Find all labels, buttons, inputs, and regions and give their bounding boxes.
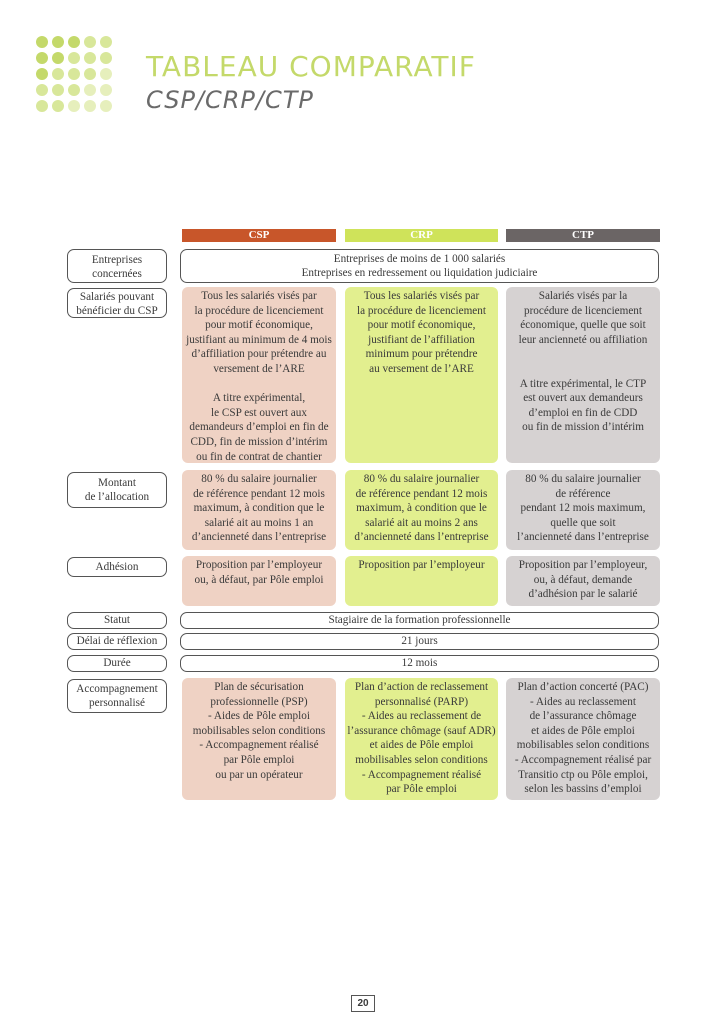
cell-salaries-crp: Tous les salariés visés par la procédure de licenciement pour motif économique, justifiant de l’affiliation minimum pour prétendre au versement de l’ARE <box>345 287 498 463</box>
cell-adhesion-crp: Proposition par l’employeur <box>345 556 498 606</box>
column-header-csp: CSP <box>182 229 336 242</box>
decorative-dot <box>52 36 64 48</box>
decorative-dot <box>36 100 48 112</box>
decorative-dot <box>52 68 64 80</box>
cell-accompagnement-csp: Plan de sécurisation professionnelle (PSP) - Aides de Pôle emploi mobilisables selon conditions - Accompagnement réalisé par Pôle emploi ou par un opérateur <box>182 678 336 800</box>
row-label-salaries: Salariés pouvant bénéficier du CSP <box>67 288 167 318</box>
decorative-dot <box>84 52 96 64</box>
decorative-dot <box>36 36 48 48</box>
row-label-duree: Durée <box>67 655 167 672</box>
decorative-dot <box>52 52 64 64</box>
cell-salaries-csp: Tous les salariés visés par la procédure de licenciement pour motif économique, justifiant au minimum de 4 mois d’affiliation pour prétendre au versement de l’ARE A titre expérimental, le CSP est ouvert aux demandeurs d’emploi en fin de CDD, fin de mission d’intérim ou fin de contrat de chantier <box>182 287 336 463</box>
decorative-dot <box>100 52 112 64</box>
decorative-dot <box>68 36 80 48</box>
row-label-delai: Délai de réflexion <box>67 633 167 650</box>
cell-salaries-ctp: Salariés visés par la procédure de licenciement économique, quelle que soit leur ancienneté ou affiliation A titre expérimental, le CTP est ouvert aux demandeurs d’emploi en fin de CDD ou fin de mission d’intérim <box>506 287 660 463</box>
decorative-dot <box>84 84 96 96</box>
row-value-statut: Stagiaire de la formation professionnelle <box>180 612 659 629</box>
page-subtitle: CSP/CRP/CTP <box>146 86 314 114</box>
cell-adhesion-ctp: Proposition par l’employeur, ou, à défaut, demande d’adhésion par le salarié <box>506 556 660 606</box>
decorative-dot <box>68 52 80 64</box>
decorative-dot <box>52 100 64 112</box>
cell-accompagnement-ctp: Plan d’action concerté (PAC) - Aides au reclassement de l’assurance chômage et aides de Pôle emploi mobilisables selon conditions - Accompagnement réalisé par Transitio ctp ou Pôle emploi, selon les bassins d’emploi <box>506 678 660 800</box>
decorative-dot <box>68 84 80 96</box>
cell-montant-ctp: 80 % du salaire journalier de référence pendant 12 mois maximum, quelle que soit l’ancienneté dans l’entreprise <box>506 470 660 550</box>
decorative-dot <box>68 68 80 80</box>
decorative-dot <box>84 36 96 48</box>
decorative-dot <box>36 52 48 64</box>
page-number: 20 <box>351 995 375 1012</box>
row-label-accompagnement: Accompagnement personnalisé <box>67 679 167 713</box>
decorative-dot <box>52 84 64 96</box>
decorative-dot-grid <box>36 36 116 116</box>
decorative-dot <box>36 84 48 96</box>
row-label-entreprises: Entreprises concernées <box>67 249 167 283</box>
row-label-statut: Statut <box>67 612 167 629</box>
cell-accompagnement-crp: Plan d’action de reclassement personnalisé (PARP) - Aides au reclassement de l’assurance chômage (sauf ADR) et aides de Pôle emploi mobilisables selon conditions - Accompagnement réalisé par Pôle emploi <box>345 678 498 800</box>
decorative-dot <box>100 36 112 48</box>
cell-montant-crp: 80 % du salaire journalier de référence pendant 12 mois maximum, à condition que le salarié ait au moins 2 ans d’ancienneté dans l’entreprise <box>345 470 498 550</box>
cell-montant-csp: 80 % du salaire journalier de référence pendant 12 mois maximum, à condition que le salarié ait au moins 1 an d’ancienneté dans l’entreprise <box>182 470 336 550</box>
cell-adhesion-csp: Proposition par l’employeur ou, à défaut, par Pôle emploi <box>182 556 336 606</box>
decorative-dot <box>84 68 96 80</box>
row-value-duree: 12 mois <box>180 655 659 672</box>
decorative-dot <box>100 68 112 80</box>
row-label-adhesion: Adhésion <box>67 557 167 577</box>
decorative-dot <box>36 68 48 80</box>
row-value-delai: 21 jours <box>180 633 659 650</box>
column-header-ctp: CTP <box>506 229 660 242</box>
decorative-dot <box>100 100 112 112</box>
decorative-dot <box>100 84 112 96</box>
page-title: TABLEAU COMPARATIF <box>146 50 476 83</box>
row-value-entreprises: Entreprises de moins de 1 000 salariés Entreprises en redressement ou liquidation judiciaire <box>180 249 659 283</box>
decorative-dot <box>84 100 96 112</box>
column-header-crp: CRP <box>345 229 498 242</box>
row-label-montant: Montant de l’allocation <box>67 472 167 508</box>
decorative-dot <box>68 100 80 112</box>
